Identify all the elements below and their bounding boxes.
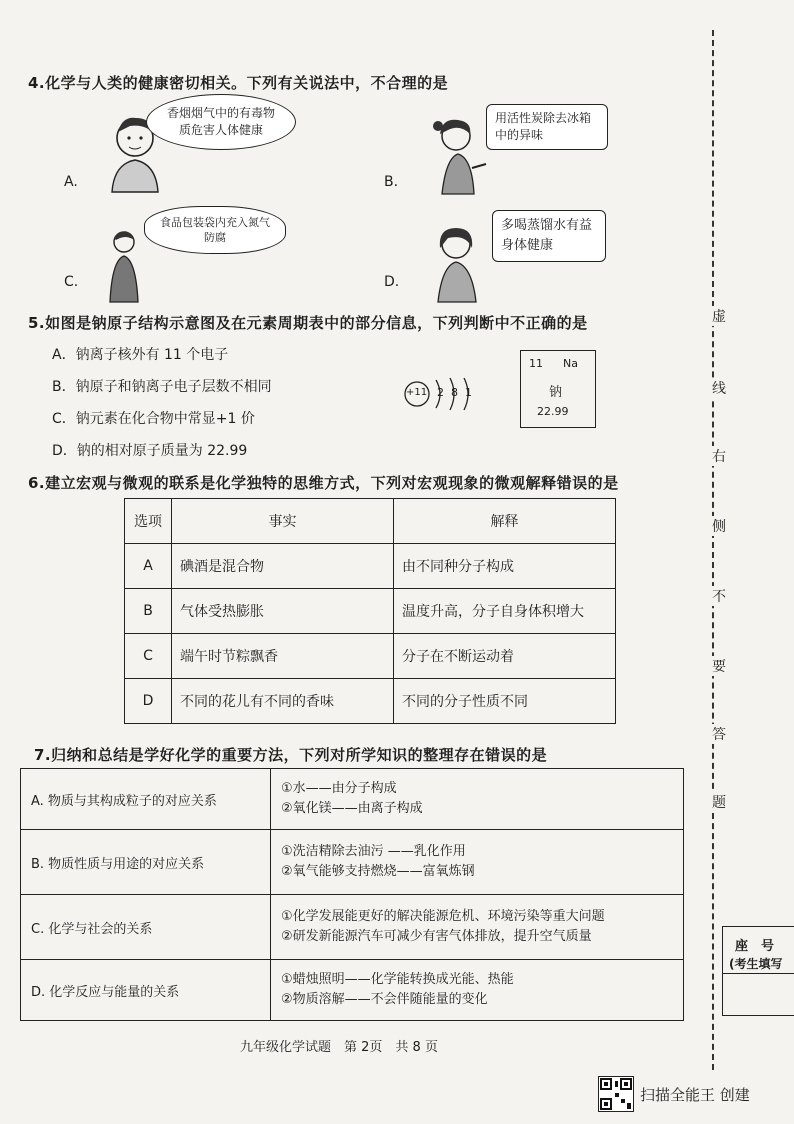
row-option: B [125,589,172,634]
atom-shell-1: 2 [437,386,444,399]
seat-divider [723,973,794,974]
table-row [125,679,616,724]
table-row [125,589,616,634]
statement-1: ①水——由分子构成 [281,781,397,796]
man-figure-c [104,228,144,303]
seat-number-box [722,926,794,1016]
binding-dashed-line [712,30,714,1070]
margin-char: 要 [710,656,728,676]
element-symbol: Na [563,357,578,370]
q4-option-d-speech: 多喝蒸馏水有益身体健康 [492,210,606,262]
row-fact: 碘酒是混合物 [172,544,394,589]
q7-table [20,768,684,1021]
row-explanation: 由不同种分子构成 [394,544,616,589]
margin-char: 侧 [710,516,728,536]
row-category: D. 化学反应与能量的关系 [21,960,271,1021]
table-row [21,769,684,830]
row-fact: 端午时节粽飘香 [172,634,394,679]
margin-char: 题 [710,792,728,812]
row-statements [271,895,684,960]
row-option: D [125,679,172,724]
q4-option-d-label: D. [384,274,400,290]
q6-title: 6.建立宏观与微观的联系是化学独特的思维方式，下列对宏观现象的微观解释错误的是 [28,474,619,492]
q5-option-d: D．钠的相对原子质量为 22.99 [52,443,248,459]
row-statements [271,960,684,1021]
scanner-watermark: 扫描全能王 创建 [640,1086,750,1104]
row-fact: 气体受热膨胀 [172,589,394,634]
q5-option-c: C．钠元素在化合物中常显+1 价 [52,411,255,427]
q4-title: 4.化学与人类的健康密切相关。下列有关说法中，不合理的是 [28,74,449,92]
row-option: C [125,634,172,679]
statement-2: ②物质溶解——不会伴随能量的变化 [281,992,488,1007]
header-option: 选项 [125,499,172,544]
margin-char: 虚 [710,306,728,326]
atom-shell-3: 1 [465,386,472,399]
q7-title: 7.归纳和总结是学好化学的重要方法，下列对所学知识的整理存在错误的是 [34,746,548,764]
row-fact: 不同的花儿有不同的香味 [172,679,394,724]
q4-option-c-speech: 食品包装袋内充入氮气防腐 [144,206,286,254]
header-fact: 事实 [172,499,394,544]
row-category: C. 化学与社会的关系 [21,895,271,960]
row-option: A [125,544,172,589]
periodic-table-cell [520,350,596,428]
q5-title: 5.如图是钠原子结构示意图及在元素周期表中的部分信息，下列判断中不正确的是 [28,314,588,332]
atomic-number: 11 [529,357,543,370]
girl-figure-b [428,112,488,197]
q4-option-b-speech: 用活性炭除去冰箱中的异味 [486,104,608,150]
atomic-mass: 22.99 [537,405,569,418]
sodium-atom-diagram [400,374,480,414]
table-header-row [125,499,616,544]
statement-2: ②氧气能够支持燃烧——富氧炼钢 [281,864,475,879]
statement-1: ①洗洁精除去油污 ——乳化作用 [281,844,466,859]
q4-option-a-speech: 香烟烟气中的有毒物质危害人体健康 [146,94,296,150]
margin-char: 答 [710,724,728,744]
statement-1: ①化学发展能更好的解决能源危机、环境污染等重大问题 [281,909,605,924]
statement-2: ②氧化镁——由离子构成 [281,801,423,816]
row-category: A. 物质与其构成粒子的对应关系 [21,769,271,830]
row-category: B. 物质性质与用途的对应关系 [21,830,271,895]
woman-figure-d [430,222,486,304]
q4-option-c-label: C. [64,274,79,290]
margin-char: 右 [710,446,728,466]
table-row [125,634,616,679]
atom-shell-2: 8 [451,386,458,399]
statement-1: ①蜡烛照明——化学能转换成光能、热能 [281,972,514,987]
table-row [125,544,616,589]
atom-nucleus: +11 [406,387,428,398]
q5-option-a: A．钠离子核外有 11 个电子 [52,347,229,363]
table-row [21,895,684,960]
qr-code-icon [598,1076,634,1112]
statement-2: ②研发新能源汽车可减少有害气体排放，提升空气质量 [281,929,592,944]
row-explanation: 不同的分子性质不同 [394,679,616,724]
qr-pattern [599,1077,633,1111]
table-row [21,830,684,895]
header-explanation: 解释 [394,499,616,544]
seat-label: 座 号 [735,939,775,954]
margin-char: 线 [710,378,728,398]
seat-note: (考生填写 [729,957,783,971]
q5-option-b: B．钠原子和钠离子电子层数不相同 [52,379,272,395]
row-explanation: 分子在不断运动着 [394,634,616,679]
margin-char: 不 [710,586,728,606]
q6-table [124,498,616,724]
page-footer: 九年级化学试题 第 2页 共 8 页 [240,1040,438,1055]
table-row [21,960,684,1021]
row-statements [271,769,684,830]
element-name: 钠 [549,385,563,400]
q4-option-a-label: A. [64,174,78,190]
row-explanation: 温度升高，分子自身体积增大 [394,589,616,634]
row-statements [271,830,684,895]
q4-option-b-label: B. [384,174,399,190]
